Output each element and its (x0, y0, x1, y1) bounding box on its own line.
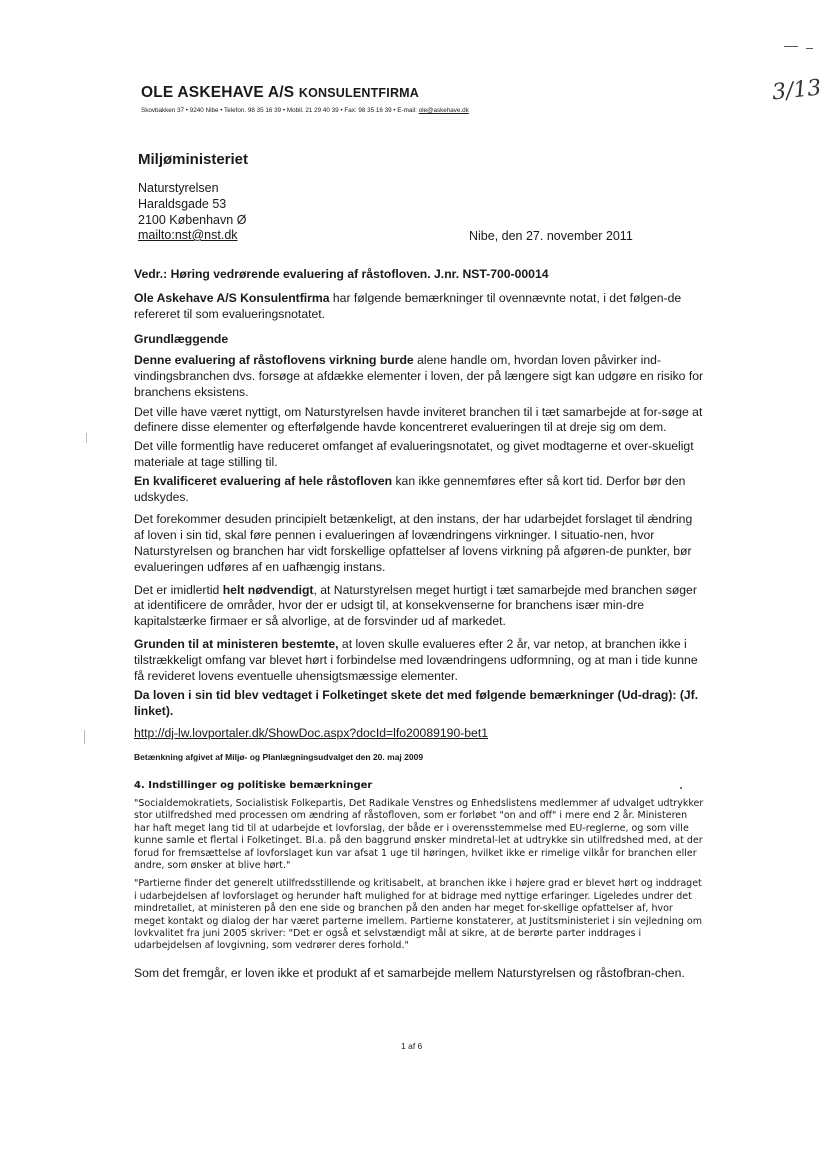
recipient-line: Naturstyrelsen (138, 181, 219, 195)
intro-paragraph: Ole Askehave A/S Konsulentfirma har følgende bemærkninger til ovennævnte notat, i det følgen-de refereret til som evalueringsnotatet. (134, 290, 682, 321)
section-heading: 4. Indstillinger og politiske bemærkninger (134, 780, 373, 791)
report-caption: Betænkning afgivet af Miljø- og Planlægningsudvalget den 20. maj 2009 (134, 752, 424, 762)
recipient-email-link[interactable]: mailto:nst@nst.dk (138, 228, 238, 242)
contact-details: Skovbakken 37 • 9240 Nibe • Telefon. 98 35 16 39 • Mobil. 21 29 40 39 • Fax: 98 35 16 39 • E-mail: (141, 107, 419, 114)
company-sub: KONSULENTFIRMA (298, 86, 420, 100)
paragraph: Det er imidlertid helt nødvendigt, at Naturstyrelsen meget hurtigt i tæt samarbejde med branchen søger at identificere de områder, hvor der er udsigt til, at konsekvenserne for branchens især min-dre kapitalstærke firmaer er så alvorlige, at de forsvinder ud af markedet. (134, 582, 697, 629)
company-name (141, 84, 419, 102)
quote-block (134, 798, 704, 953)
recipient-line: Haraldsgade 53 (138, 197, 227, 211)
paragraph: Grunden til at ministeren bestemte, at loven skulle evalueres efter 2 år, var netop, at branchen ikke i tilstrækkeligt omfang var blevet hørt i forbindelse med lovændringens udformning, og at man i tide kunne få revideret lovens eventuelle uhensigtsmæssige elementer. (134, 636, 698, 683)
conclusion-paragraph: Som det fremgår, er loven ikke et produkt af et samarbejde mellem Naturstyrelsen og råstofbran-chen. (134, 966, 685, 980)
paragraph: Denne evaluering af råstoflovens virkning burde alene handle om, hvordan loven påvirker ind-vindingsbranchen dvs. forsøge at afdække elementer i loven, der på længere sigt kan udgøre en risiko for branchens eksistens. (134, 353, 704, 399)
company-main: OLE ASKEHAVE A/S (141, 84, 295, 101)
paragraph: Det ville formentlig have reduceret omfanget af evalueringsnotatet, og givet modtagerne et over-skueligt materiale at tage stilling til. (134, 439, 694, 469)
scan-mark (86, 433, 87, 443)
scan-mark (84, 730, 85, 744)
quote-paragraph: "Partierne finder det generelt utilfredsstillende og kritisabelt, at branchen ikke i højere grad er blevet hørt og inddraget i udarbejdelsen af lovforslaget og herunder haft mulighed for at bidrage med nyttige erfaringer. Ligeledes undrer det mindretallet, at ministeren på den ene side og branchen på den anden har meget for-skellige opfattelser af, hvor meget kontakt og dialog der har været parterne imellem. Partierne konstaterer, at Justitsministeriet i sin vejledning om lovkvalitet fra juni 2005 skriver: "Det er også et selvstændigt mål at sikre, at de berørte parter inddrages i udarbejdelsen af lovgivning, som vedrører deres forhold." (134, 878, 702, 952)
scan-mark (806, 48, 813, 49)
company-contact-line (141, 107, 469, 114)
letter-body (134, 267, 704, 742)
lovportal-link[interactable]: http://dj-lw.lovportaler.dk/ShowDoc.aspx?docId=lfo20089190-bet1 (134, 725, 489, 740)
page-number: 1 af 6 (401, 1041, 423, 1051)
paragraph: En kvalificeret evaluering af hele råstofloven kan ikke gennemføres efter så kort tid. Derfor bør den udskydes. (134, 473, 686, 504)
paragraph: Det forekommer desuden principielt betænkeligt, at den instans, der har udarbejdet forslaget til ændring af loven i sin tid, skal føre pennen i evalueringen af lovændringens virkninger. I situatio-nen, hvor Naturstyrelsen og branchen har vidt forskellige opfattelser af lovens virkning på afgøren-de punkter, bør evalueringen udføres af en uafhængig instans. (134, 512, 693, 574)
handwritten-page-note: 3/13 (770, 75, 823, 106)
scan-speck (680, 787, 682, 789)
quote-paragraph: "Socialdemokratiets, Socialistisk Folkepartis, Det Radikale Venstres og Enhedslistens medlemmer af udvalget udtrykker stor utilfredshed med processen om ændring af råstofloven, som er forløbet "on and off" i mere end 2 år. Ministeren har haft meget lang tid til at udarbejde et lovforslag, der både er i overensstemmelse med EU-reglerne, og som ville kunne samle et flertal i Folketinget. Bl.a. på den baggrund ønsker mindretal-let at udtrykke sin utilfredshed med, at der forud for fremsættelse af lovforslaget kun var afsat 1 uge til høringen, hvilket ikke er rimelige vilkår for branchen eller andre, som ønsker at blive hørt." (134, 798, 704, 872)
company-email-link[interactable]: ole@askehave.dk (418, 107, 469, 114)
subject-line: Vedr.: Høring vedrørende evaluering af råstofloven. J.nr. NST-700-00014 (134, 267, 549, 281)
scan-mark (784, 46, 798, 47)
dateline: Nibe, den 27. november 2011 (469, 229, 633, 243)
paragraph: Det ville have været nyttigt, om Naturstyrelsen havde inviteret branchen til i tæt samarbejde at for-søge at definere disse elementer og efterfølgende havde koncentreret evalueringen til at dreje sig om dem. (134, 404, 703, 435)
heading-grundlaeggende: Grundlæggende (134, 332, 229, 347)
ministry-name: Miljøministeriet (138, 151, 249, 168)
recipient-line: 2100 København Ø (138, 213, 247, 227)
paragraph: Da loven i sin tid blev vedtaget i Folketinget skete det med følgende bemærkninger (Ud-drag): (Jf. linket). (134, 688, 699, 719)
